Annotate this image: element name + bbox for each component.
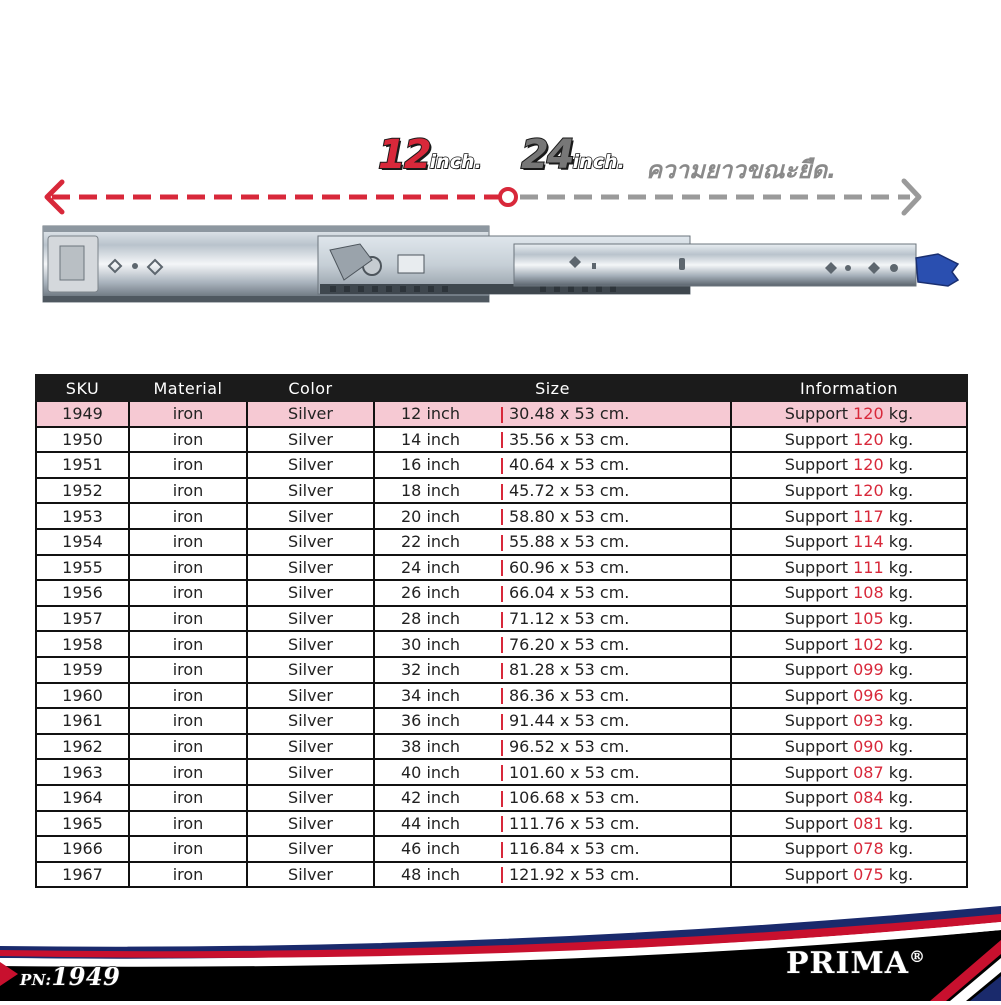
cell-size xyxy=(374,862,731,888)
size-cm: 71.12 x 53 cm. xyxy=(509,609,630,629)
size-separator xyxy=(501,612,503,628)
table-row xyxy=(36,683,967,709)
support-unit: kg. xyxy=(883,455,914,475)
table-row xyxy=(36,811,967,837)
support-label: Support xyxy=(784,711,854,731)
registered-mark: ® xyxy=(909,947,927,966)
cell-sku: 1966 xyxy=(36,836,129,862)
size-separator xyxy=(501,560,503,576)
size-cm: 76.20 x 53 cm. xyxy=(509,634,630,654)
support-load: 108 xyxy=(853,583,884,603)
slide-rail-icon xyxy=(43,226,958,302)
cell-information xyxy=(731,478,967,504)
cell-material: iron xyxy=(129,683,247,709)
size-inch: 48 inch xyxy=(401,864,460,884)
size-separator xyxy=(501,765,503,781)
cell-material: iron xyxy=(129,759,247,785)
col-header-sku: SKU xyxy=(36,375,129,401)
size-separator xyxy=(501,842,503,858)
cell-size xyxy=(374,811,731,837)
cell-color: Silver xyxy=(247,606,374,632)
table-row xyxy=(36,759,967,785)
cell-sku: 1950 xyxy=(36,427,129,453)
cell-information xyxy=(731,836,967,862)
retracted-length-label xyxy=(378,132,482,178)
support-load: 099 xyxy=(853,660,884,680)
support-unit: kg. xyxy=(883,788,914,808)
retracted-length-unit: inch. xyxy=(429,151,482,173)
size-cm: 55.88 x 53 cm. xyxy=(509,532,630,552)
cell-material: iron xyxy=(129,478,247,504)
cell-material: iron xyxy=(129,811,247,837)
cell-size xyxy=(374,503,731,529)
cell-information xyxy=(731,657,967,683)
table-header-row xyxy=(36,375,967,401)
size-separator xyxy=(501,740,503,756)
cell-size xyxy=(374,401,731,427)
cell-information xyxy=(731,811,967,837)
size-inch: 18 inch xyxy=(401,481,460,501)
size-inch: 46 inch xyxy=(401,839,460,859)
support-label: Support xyxy=(784,583,854,603)
support-label: Support xyxy=(784,839,854,859)
table-row xyxy=(36,503,967,529)
support-label: Support xyxy=(784,455,854,475)
cell-size xyxy=(374,708,731,734)
table-row xyxy=(36,580,967,606)
cell-sku: 1960 xyxy=(36,683,129,709)
table-row xyxy=(36,657,967,683)
support-load: 105 xyxy=(853,609,884,629)
cell-color: Silver xyxy=(247,503,374,529)
support-load: 120 xyxy=(853,404,884,424)
size-cm: 40.64 x 53 cm. xyxy=(509,455,630,475)
header-graphic xyxy=(0,0,1001,340)
support-unit: kg. xyxy=(883,583,914,603)
cell-sku: 1951 xyxy=(36,452,129,478)
support-load: 111 xyxy=(853,557,884,577)
cell-sku: 1953 xyxy=(36,503,129,529)
support-load: 093 xyxy=(853,711,884,731)
cell-material: iron xyxy=(129,631,247,657)
support-unit: kg. xyxy=(883,481,914,501)
cell-size xyxy=(374,478,731,504)
col-header-color: Color xyxy=(247,375,374,401)
cell-material: iron xyxy=(129,862,247,888)
cell-sku: 1957 xyxy=(36,606,129,632)
size-inch: 44 inch xyxy=(401,813,460,833)
size-separator xyxy=(501,407,503,423)
cell-sku: 1965 xyxy=(36,811,129,837)
size-cm: 106.68 x 53 cm. xyxy=(509,788,640,808)
support-unit: kg. xyxy=(883,711,914,731)
cell-size xyxy=(374,785,731,811)
table-row xyxy=(36,708,967,734)
cell-color: Silver xyxy=(247,555,374,581)
cell-size xyxy=(374,452,731,478)
size-cm: 60.96 x 53 cm. xyxy=(509,557,630,577)
size-separator xyxy=(501,535,503,551)
table-row xyxy=(36,401,967,427)
size-separator xyxy=(501,867,503,883)
cell-information xyxy=(731,555,967,581)
part-number-prefix: PN: xyxy=(20,971,52,989)
size-cm: 111.76 x 53 cm. xyxy=(509,813,640,833)
size-inch: 16 inch xyxy=(401,455,460,475)
support-label: Support xyxy=(784,864,854,884)
cell-information xyxy=(731,401,967,427)
cell-color: Silver xyxy=(247,452,374,478)
size-cm: 66.04 x 53 cm. xyxy=(509,583,630,603)
cell-color: Silver xyxy=(247,683,374,709)
part-number-value: 1949 xyxy=(51,962,121,991)
support-load: 117 xyxy=(853,506,884,526)
support-unit: kg. xyxy=(883,404,914,424)
size-inch: 26 inch xyxy=(401,583,460,603)
cell-information xyxy=(731,452,967,478)
size-inch: 22 inch xyxy=(401,532,460,552)
cell-material: iron xyxy=(129,580,247,606)
cell-size xyxy=(374,606,731,632)
size-separator xyxy=(501,458,503,474)
extended-length-unit: inch. xyxy=(572,151,625,173)
support-label: Support xyxy=(784,762,854,782)
cell-information xyxy=(731,606,967,632)
cell-information xyxy=(731,785,967,811)
cell-sku: 1958 xyxy=(36,631,129,657)
size-separator xyxy=(501,586,503,602)
support-load: 084 xyxy=(853,788,884,808)
support-unit: kg. xyxy=(883,634,914,654)
spec-table xyxy=(35,374,968,888)
support-unit: kg. xyxy=(883,609,914,629)
support-load: 090 xyxy=(853,737,884,757)
support-load: 075 xyxy=(853,864,884,884)
retracted-length-arrow xyxy=(47,182,516,212)
size-separator xyxy=(501,663,503,679)
size-inch: 32 inch xyxy=(401,660,460,680)
support-label: Support xyxy=(784,506,854,526)
cell-information xyxy=(731,427,967,453)
size-separator xyxy=(501,816,503,832)
cell-color: Silver xyxy=(247,529,374,555)
support-load: 120 xyxy=(853,455,884,475)
cell-size xyxy=(374,427,731,453)
support-label: Support xyxy=(784,429,854,449)
cell-sku: 1964 xyxy=(36,785,129,811)
slide-rail-illustration xyxy=(0,0,1001,340)
support-load: 081 xyxy=(853,813,884,833)
col-header-material: Material xyxy=(129,375,247,401)
size-separator xyxy=(501,714,503,730)
support-load: 102 xyxy=(853,634,884,654)
size-separator xyxy=(501,688,503,704)
cell-sku: 1955 xyxy=(36,555,129,581)
size-cm: 81.28 x 53 cm. xyxy=(509,660,630,680)
cell-sku: 1962 xyxy=(36,734,129,760)
support-load: 114 xyxy=(853,532,884,552)
cell-information xyxy=(731,529,967,555)
cell-sku: 1963 xyxy=(36,759,129,785)
table-row xyxy=(36,452,967,478)
cell-color: Silver xyxy=(247,427,374,453)
cell-size xyxy=(374,734,731,760)
support-label: Support xyxy=(784,557,854,577)
cell-color: Silver xyxy=(247,836,374,862)
size-inch: 38 inch xyxy=(401,737,460,757)
cell-information xyxy=(731,503,967,529)
cell-material: iron xyxy=(129,657,247,683)
size-inch: 12 inch xyxy=(401,404,460,424)
size-cm: 58.80 x 53 cm. xyxy=(509,506,630,526)
support-unit: kg. xyxy=(883,813,914,833)
size-cm: 86.36 x 53 cm. xyxy=(509,685,630,705)
cell-material: iron xyxy=(129,555,247,581)
cell-size xyxy=(374,836,731,862)
size-separator xyxy=(501,791,503,807)
cell-sku: 1967 xyxy=(36,862,129,888)
support-label: Support xyxy=(784,634,854,654)
cell-material: iron xyxy=(129,708,247,734)
cell-size xyxy=(374,555,731,581)
size-inch: 42 inch xyxy=(401,788,460,808)
support-load: 120 xyxy=(853,481,884,501)
size-cm: 45.72 x 53 cm. xyxy=(509,481,630,501)
cell-sku: 1959 xyxy=(36,657,129,683)
support-unit: kg. xyxy=(883,839,914,859)
table-row xyxy=(36,734,967,760)
cell-size xyxy=(374,683,731,709)
cell-sku: 1956 xyxy=(36,580,129,606)
support-label: Support xyxy=(784,609,854,629)
table-row xyxy=(36,427,967,453)
brand-name: PRIMA xyxy=(786,946,910,981)
size-inch: 20 inch xyxy=(401,506,460,526)
support-unit: kg. xyxy=(883,762,914,782)
support-unit: kg. xyxy=(883,557,914,577)
cell-information xyxy=(731,683,967,709)
size-separator xyxy=(501,432,503,448)
size-inch: 36 inch xyxy=(401,711,460,731)
cell-material: iron xyxy=(129,452,247,478)
cell-material: iron xyxy=(129,529,247,555)
size-cm: 96.52 x 53 cm. xyxy=(509,737,630,757)
size-cm: 30.48 x 53 cm. xyxy=(509,404,630,424)
cell-material: iron xyxy=(129,606,247,632)
table-row xyxy=(36,555,967,581)
cell-material: iron xyxy=(129,785,247,811)
support-label: Support xyxy=(784,404,854,424)
support-load: 120 xyxy=(853,429,884,449)
cell-sku: 1952 xyxy=(36,478,129,504)
table-row xyxy=(36,606,967,632)
cell-color: Silver xyxy=(247,759,374,785)
support-label: Support xyxy=(784,532,854,552)
cell-size xyxy=(374,529,731,555)
size-cm: 101.60 x 53 cm. xyxy=(509,762,640,782)
cell-color: Silver xyxy=(247,785,374,811)
size-separator xyxy=(501,509,503,525)
cell-size xyxy=(374,759,731,785)
size-inch: 34 inch xyxy=(401,685,460,705)
cell-size xyxy=(374,631,731,657)
brand-logo xyxy=(786,946,926,981)
cell-material: iron xyxy=(129,734,247,760)
extended-length-caption: ความยาวขณะยืด. xyxy=(646,156,837,184)
support-unit: kg. xyxy=(883,506,914,526)
support-unit: kg. xyxy=(883,685,914,705)
cell-size xyxy=(374,657,731,683)
size-inch: 30 inch xyxy=(401,634,460,654)
support-label: Support xyxy=(784,481,854,501)
cell-material: iron xyxy=(129,427,247,453)
cell-color: Silver xyxy=(247,734,374,760)
size-inch: 24 inch xyxy=(401,557,460,577)
support-unit: kg. xyxy=(883,532,914,552)
table-row xyxy=(36,862,967,888)
cell-information xyxy=(731,734,967,760)
cell-material: iron xyxy=(129,836,247,862)
cell-color: Silver xyxy=(247,401,374,427)
cell-color: Silver xyxy=(247,478,374,504)
table-row xyxy=(36,631,967,657)
size-inch: 28 inch xyxy=(401,609,460,629)
extended-length-label xyxy=(521,132,625,178)
size-inch: 14 inch xyxy=(401,429,460,449)
cell-color: Silver xyxy=(247,631,374,657)
support-unit: kg. xyxy=(883,660,914,680)
cell-information xyxy=(731,759,967,785)
size-inch: 40 inch xyxy=(401,762,460,782)
support-label: Support xyxy=(784,685,854,705)
table-row xyxy=(36,478,967,504)
cell-information xyxy=(731,580,967,606)
table-row xyxy=(36,785,967,811)
part-number xyxy=(20,962,120,991)
cell-color: Silver xyxy=(247,580,374,606)
support-unit: kg. xyxy=(883,429,914,449)
support-load: 078 xyxy=(853,839,884,859)
support-unit: kg. xyxy=(883,737,914,757)
support-load: 087 xyxy=(853,762,884,782)
col-header-size: Size xyxy=(374,375,731,401)
cell-information xyxy=(731,862,967,888)
cell-sku: 1954 xyxy=(36,529,129,555)
support-label: Support xyxy=(784,737,854,757)
support-unit: kg. xyxy=(883,864,914,884)
support-load: 096 xyxy=(853,685,884,705)
table-row xyxy=(36,529,967,555)
table-row xyxy=(36,836,967,862)
size-cm: 116.84 x 53 cm. xyxy=(509,839,640,859)
size-cm: 121.92 x 53 cm. xyxy=(509,864,640,884)
support-label: Support xyxy=(784,813,854,833)
cell-color: Silver xyxy=(247,708,374,734)
cell-color: Silver xyxy=(247,657,374,683)
support-label: Support xyxy=(784,788,854,808)
extended-length-number: 24 xyxy=(521,132,573,178)
size-cm: 91.44 x 53 cm. xyxy=(509,711,630,731)
cell-color: Silver xyxy=(247,862,374,888)
size-cm: 35.56 x 53 cm. xyxy=(509,429,630,449)
support-label: Support xyxy=(784,660,854,680)
cell-material: iron xyxy=(129,503,247,529)
cell-sku: 1961 xyxy=(36,708,129,734)
retracted-length-number: 12 xyxy=(378,132,430,178)
size-separator xyxy=(501,637,503,653)
size-separator xyxy=(501,484,503,500)
cell-sku: 1949 xyxy=(36,401,129,427)
cell-size xyxy=(374,580,731,606)
cell-color: Silver xyxy=(247,811,374,837)
cell-information xyxy=(731,708,967,734)
col-header-information: Information xyxy=(731,375,967,401)
cell-information xyxy=(731,631,967,657)
cell-material: iron xyxy=(129,401,247,427)
